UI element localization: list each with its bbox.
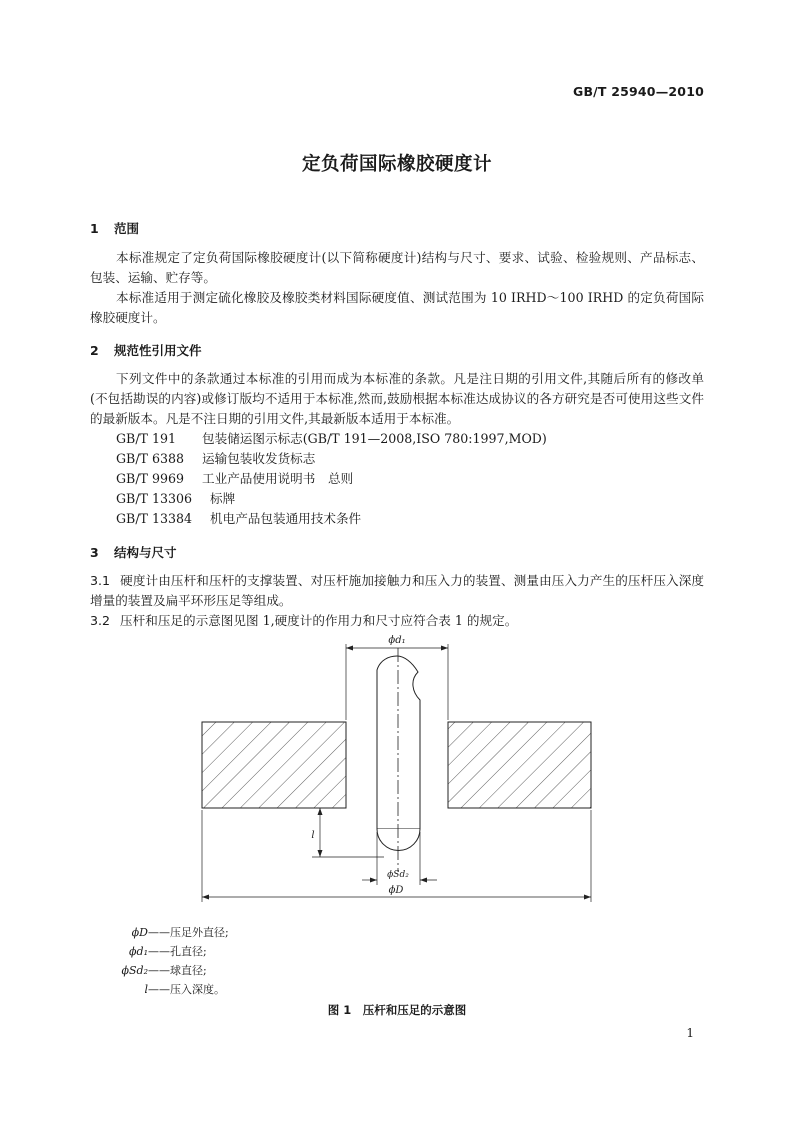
legend-dash: —— bbox=[148, 926, 170, 939]
legend-text: 球直径; bbox=[170, 964, 207, 977]
section-number: 3 bbox=[90, 545, 99, 560]
reference-title: 机电产品包装通用技术条件 bbox=[210, 511, 362, 526]
legend-text: 压入深度。 bbox=[170, 983, 225, 996]
legend-symbol: ϕD bbox=[131, 926, 148, 939]
legend-dash: —— bbox=[148, 964, 170, 977]
section-title: 结构与尺寸 bbox=[114, 545, 177, 560]
legend-dash: —— bbox=[148, 945, 170, 958]
legend-dash: —— bbox=[148, 983, 170, 996]
clause-number: 3.2 bbox=[90, 613, 111, 628]
clause-number: 3.1 bbox=[90, 573, 111, 588]
label-sd2: ϕSd₂ bbox=[387, 870, 409, 880]
label-d1: ϕd₁ bbox=[388, 635, 406, 646]
dimension-l bbox=[312, 808, 384, 857]
ball-tip bbox=[377, 829, 420, 851]
legend-item bbox=[98, 961, 207, 980]
legend-symbol: ϕSd₂ bbox=[121, 964, 148, 977]
section-number: 1 bbox=[90, 221, 99, 236]
legend-symbol: ϕd₁ bbox=[129, 945, 148, 958]
section-1-paragraph-2: 本标准适用于测定硫化橡胶及橡胶类材料国际硬度值、测试范围为 10 IRHD～100 IRHD 的定负荷国际橡胶硬度计。 bbox=[90, 290, 704, 325]
reference-code: GB/T 13306 bbox=[116, 491, 193, 506]
presser-foot-right-block bbox=[448, 722, 591, 808]
reference-code: GB/T 9969 bbox=[116, 471, 185, 486]
presser-foot-left-block bbox=[202, 722, 346, 808]
label-l: l bbox=[311, 830, 315, 841]
page-number: 1 bbox=[686, 1026, 694, 1040]
legend-item bbox=[98, 923, 229, 942]
reference-code: GB/T 13384 bbox=[116, 511, 193, 526]
legend-item bbox=[98, 980, 225, 999]
section-title: 规范性引用文件 bbox=[114, 343, 202, 358]
section-2-paragraph: 下列文件中的条款通过本标准的引用而成为本标准的条款。凡是注日期的引用文件,其随后所有的修改单(不包括勘误的内容)或修订版均不适用于本标准,然而,鼓励根据本标准达成协议的各方研究是否可使用这些文件的最新版本。凡是不注日期的引用文件,其最新版本适用于本标准。 bbox=[90, 371, 704, 426]
clause-text: 硬度计由压杆和压杆的支撑装置、对压杆施加接触力和压入力的装置、测量由压入力产生的压杆压入深度增量的装置及扁平环形压足等组成。 bbox=[90, 573, 704, 608]
label-D: ϕD bbox=[388, 885, 404, 896]
document-title: 定负荷国际橡胶硬度计 bbox=[301, 154, 492, 175]
section-1-paragraph-1: 本标准规定了定负荷国际橡胶硬度计(以下简称硬度计)结构与尺寸、要求、试验、检验规则、产品标志、包装、运输、贮存等。 bbox=[90, 250, 704, 285]
reference-title: 包装储运图示标志(GB/T 191—2008,ISO 780:1997,MOD) bbox=[202, 431, 547, 446]
reference-title: 运输包装收发货标志 bbox=[202, 451, 316, 466]
legend-text: 压足外直径; bbox=[170, 926, 229, 939]
legend-symbol: l bbox=[144, 983, 148, 996]
standard-code: GB/T 25940—2010 bbox=[572, 84, 704, 99]
plunger-rod bbox=[377, 656, 420, 829]
clause-text: 压杆和压足的示意图见图 1,硬度计的作用力和尺寸应符合表 1 的规定。 bbox=[120, 613, 518, 628]
reference-title: 标牌 bbox=[210, 491, 236, 506]
figure-caption: 图 1 压杆和压足的示意图 bbox=[327, 1003, 467, 1017]
section-title: 范围 bbox=[114, 221, 140, 236]
legend-item bbox=[98, 942, 207, 961]
reference-title: 工业产品使用说明书 总则 bbox=[202, 471, 354, 486]
reference-code: GB/T 191 bbox=[116, 431, 176, 446]
legend-text: 孔直径; bbox=[170, 945, 207, 958]
section-number: 2 bbox=[90, 343, 99, 358]
reference-code: GB/T 6388 bbox=[116, 451, 185, 466]
